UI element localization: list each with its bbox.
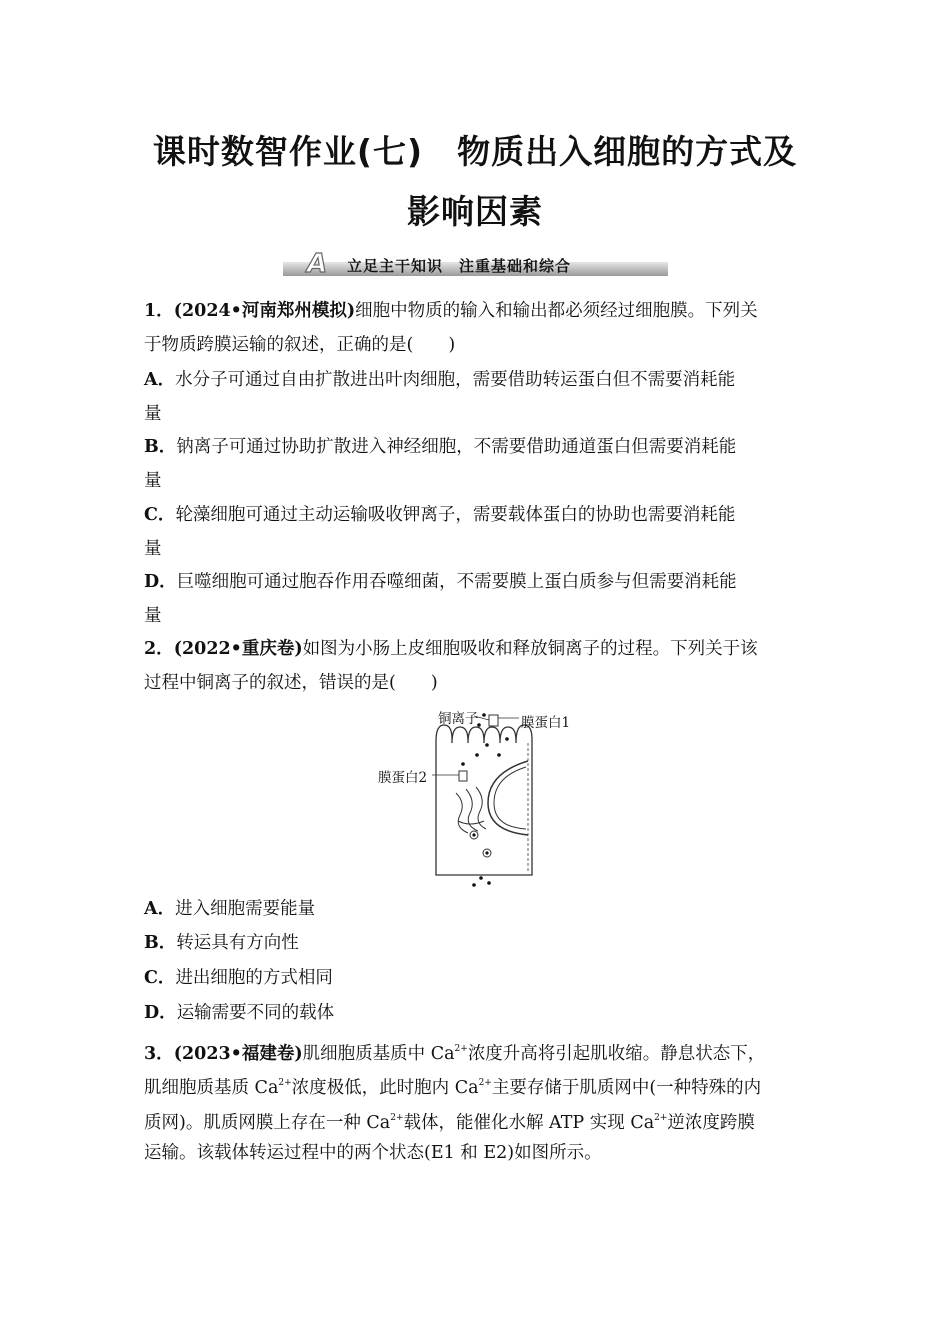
q1-option-a-cont: 量 <box>144 404 162 424</box>
option-text: 转运具有方向性 <box>176 933 299 953</box>
option-text: 水分子可通过自由扩散进出叶肉细胞，需要借助转运蛋白但不需要消耗能 <box>175 370 736 390</box>
q1-option-d-cont: 量 <box>144 606 162 626</box>
q3-sup: 2+ <box>390 1113 404 1123</box>
q1-option-a <box>144 368 810 392</box>
q3-line4: 运输。该载体转运过程中的两个状态(E1 和 E2)如图所示。 <box>144 1143 602 1163</box>
q2-stem-text: 如图为小肠上皮细胞吸收和释放铜离子的过程。下列关于该 <box>302 639 758 659</box>
label-membrane-protein-1: 膜蛋白1 <box>521 715 571 731</box>
q3-text: 肌细胞质基质中 Ca <box>302 1044 455 1064</box>
q2-stem-line1 <box>144 637 810 661</box>
q3-text: 逆浓度跨膜 <box>667 1113 755 1133</box>
option-label: A． <box>144 899 176 919</box>
banner-letter: A <box>307 249 328 279</box>
option-label: C． <box>144 968 176 988</box>
q1-stem-text: 细胞中物质的输入和输出都必须经过细胞膜。下列关 <box>355 301 758 321</box>
option-label: C． <box>144 505 176 525</box>
option-text: 进入细胞需要能量 <box>175 899 316 919</box>
option-label: D． <box>144 1003 177 1023</box>
q1-option-d <box>144 570 810 594</box>
option-text: 进出细胞的方式相同 <box>175 968 333 988</box>
option-text: 巨噬细胞可通过胞吞作用吞噬细菌，不需要膜上蛋白质参与但需要消耗能 <box>176 572 737 592</box>
q1-stem-line2: 于物质跨膜运输的叙述，正确的是( ) <box>144 335 456 355</box>
cell-diagram <box>376 703 581 888</box>
q3-line3 <box>144 1106 810 1135</box>
q3-source: (2023•福建卷) <box>173 1044 303 1064</box>
q2-option-d <box>144 1001 810 1025</box>
q1-option-c-cont: 量 <box>144 539 162 559</box>
q1-source: (2024•河南郑州模拟) <box>173 301 356 321</box>
q2-option-b <box>144 931 810 955</box>
section-banner <box>283 249 668 279</box>
q3-text: 浓度极低，此时胞内 Ca <box>291 1078 479 1098</box>
banner-text: 立足主干知识 注重基础和综合 <box>347 257 572 275</box>
q3-sup: 2+ <box>454 1044 468 1054</box>
option-text: 轮藻细胞可通过主动运输吸收钾离子，需要载体蛋白的协助也需要消耗能 <box>175 505 736 525</box>
option-label: D． <box>144 572 177 592</box>
q3-sup: 2+ <box>654 1113 668 1123</box>
q3-text: 质网)。肌质网膜上存在一种 Ca <box>144 1113 391 1133</box>
option-label: B． <box>144 933 177 953</box>
option-label: B． <box>144 437 177 457</box>
q1-option-c <box>144 503 810 527</box>
q1-option-b <box>144 435 810 459</box>
membrane-protein-1 <box>489 715 498 726</box>
q2-number: 2． <box>144 639 174 659</box>
q3-sup: 2+ <box>478 1078 492 1088</box>
q2-stem-line2: 过程中铜离子的叙述，错误的是( ) <box>144 673 438 693</box>
q1-stem-line1 <box>144 299 810 323</box>
q3-number: 3． <box>144 1044 174 1064</box>
label-copper-ion: 铜离子 <box>438 711 479 727</box>
q2-source: (2022•重庆卷) <box>173 639 303 659</box>
q3-text: 肌细胞质基质 Ca <box>144 1078 279 1098</box>
q1-number: 1． <box>144 301 174 321</box>
q3-line2 <box>144 1071 810 1100</box>
page-title-line2: 影响因素 <box>407 192 543 231</box>
q3-text: 载体，能催化水解 ATP 实现 Ca <box>403 1113 655 1133</box>
q3-line1 <box>144 1037 810 1066</box>
option-label: A． <box>144 370 176 390</box>
option-text: 运输需要不同的载体 <box>176 1003 335 1023</box>
membrane-protein-2 <box>459 771 467 781</box>
page-title-line1: 课时数智作业(七) 物质出入细胞的方式及 <box>152 132 798 171</box>
label-membrane-protein-2: 膜蛋白2 <box>378 770 428 786</box>
q1-option-b-cont: 量 <box>144 471 162 491</box>
q3-sup: 2+ <box>278 1078 292 1088</box>
q3-text: 主要存储于肌质网中(一种特殊的内 <box>491 1078 762 1098</box>
q2-option-c <box>144 966 810 990</box>
q3-text: 浓度升高将引起肌收缩。静息状态下， <box>467 1044 766 1064</box>
q2-option-a <box>144 897 810 921</box>
option-text: 钠离子可通过协助扩散进入神经细胞，不需要借助通道蛋白但需要消耗能 <box>176 437 737 457</box>
